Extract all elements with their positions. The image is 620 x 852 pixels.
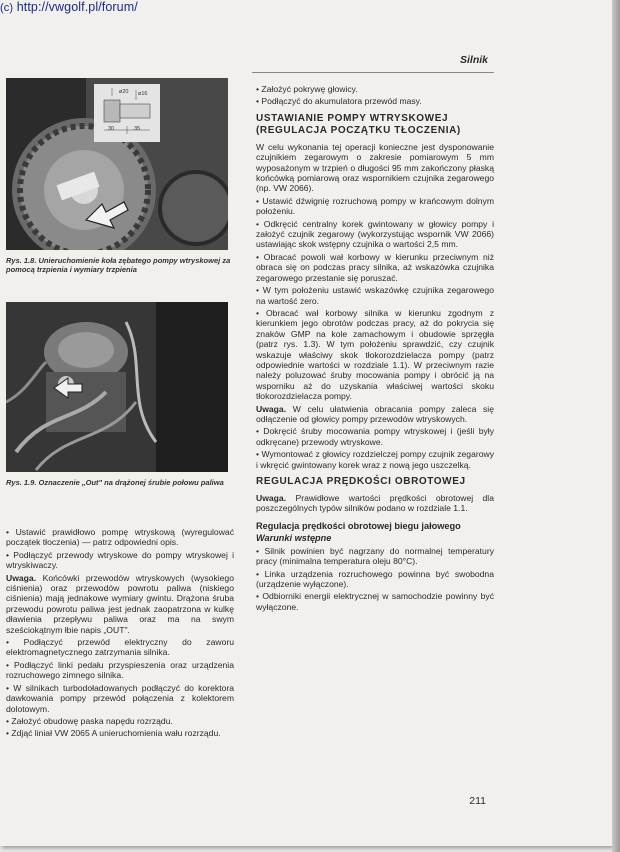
subsection-preconditions: Warunki wstępne <box>256 533 332 544</box>
note-label: Uwaga. <box>256 403 287 414</box>
right-paragraph: • Wymontować z głowicy rozdzielczej pompy czujnik zegarowy i wkręcić gwintowany korek wraz z nową jego uszczelką. <box>256 449 494 470</box>
right-paragraph: • Dokręcić śruby mocowania pompy wtryskowej i (jeśli były odkręcane) przewody wtryskowe. <box>256 426 494 447</box>
note-label: Uwaga. <box>256 492 287 503</box>
dim-label-35: 35 <box>134 126 141 132</box>
figure-gear-pin-photo <box>6 78 228 250</box>
right-paragraph: • Założyć pokrywę głowicy. <box>256 84 358 94</box>
section-heading-pump-timing: USTAWIANIE POMPY WTRYSKOWEJ (REGULACJA POCZĄTKU TŁOCZENIA) <box>256 112 461 137</box>
copyright-mark: (c) <box>0 2 14 14</box>
right-paragraph: W celu wykonania tej operacji konieczne jest dysponowanie czujnikiem zegarowym o zakresie pomiarowym 5 mm wyposażonym w trzpień o długości 95 mm zakończony płaską końcówką pomiarową oraz wspornikiem czujnika zegarowego (np. VW 2066). <box>256 141 494 194</box>
figure-pump-out-photo <box>6 302 228 472</box>
left-paragraph: • Założyć obudowę paska napędu rozrządu. <box>6 715 173 726</box>
figure-1-8-caption: Rys. 1.8. Unieruchomienie koła zębatego pompy wtryskowej za pomocą trzpienia i wymiary trzpienia <box>6 256 231 275</box>
right-paragraph: • Podłączyć do akumulatora przewód masy. <box>256 96 422 107</box>
right-text-column <box>256 84 494 614</box>
running-header-section: Silnik <box>459 54 488 66</box>
note-text: W celu ułatwienia obracania pompy zaleca się odłączenie od głowicy pompy przewodów wtryskowych. <box>256 403 494 424</box>
forum-url[interactable]: http://vwgolf.pl/forum/ <box>16 0 138 14</box>
left-paragraph: • Podłączyć linki pedału przyspieszenia oraz urządzenia rozruchowego zimnego silnika. <box>6 659 234 681</box>
right-paragraph: • Obracać powoli wał korbowy w kierunku przeciwnym niż obraca się on podczas pracy silnika, aż wskazówka czujnika zegarowego przestanie się poruszać. <box>256 251 494 283</box>
right-paragraph: • Obracać wał korbowy silnika w kierunku zgodnym z kierunkiem jego obrotów podczas pracy, aż do pokrycia się znaków GMP na kole zamachowym i obudowie sprzęgła (patrz rys. 1.3). W tym położeniu sprawdzić, czy czujnik wskazuje właściwy skok tłokorozdzielacza pompy (patrz odpowiednie wartości w rozdziale 1.1). W przeciwnym razie należy poluzować śruby mocowania pompy i obrócić ją na wsporniku aż do uzyskania właściwej wartości skoku tłokorozdzielacza pompy. <box>256 307 494 402</box>
note-label: Uwaga. <box>6 572 37 583</box>
left-paragraph: • W silnikach turbodoładowanych podłączyć do korektora dawkowania pompy przewód połączenia z kolektorem dolotowym. <box>6 682 234 714</box>
right-note <box>256 493 494 514</box>
left-text-column <box>6 527 234 741</box>
figure-1-9-caption: Rys. 1.9. Oznaczenie „Out" na drążonej śrubie połowu paliwa <box>6 478 224 487</box>
right-paragraph: • Odbiorniki energii elektrycznej w samochodzie powinny być wyłączone. <box>256 591 494 612</box>
left-paragraph: • Podłączyć przewód elektryczny do zaworu elektromagnetycznego zatrzymania silnika. <box>6 637 234 658</box>
right-paragraph: • Silnik powinien być nagrzany do normalnej temperatury pracy (minimalna temperatura oleju 80°C). <box>256 545 494 567</box>
dim-label-d20: ø20 <box>119 89 129 95</box>
dim-label-d16: ø16 <box>138 91 148 97</box>
subsection-heading-idle-speed: Regulacja prędkości obrotowej biegu jałowego <box>256 521 461 532</box>
note-text: Prawidłowe wartości prędkości obrotowej dla poszczególnych typów silników podano w rozdziale 1.1. <box>256 492 494 513</box>
forum-watermark-url[interactable] <box>0 0 300 18</box>
right-paragraph: • Ustawić dźwignię rozruchową pompy w krańcowym dolnym położeniu. <box>256 195 494 217</box>
section-heading-speed-regulation: REGULACJA PRĘDKOŚCI OBROTOWEJ <box>256 476 466 487</box>
right-paragraph: • Linka urządzenia rozruchowego powinna być swobodna (urządzenie wyłączone). <box>256 568 494 589</box>
right-paragraph: • W tym położeniu ustawić wskazówkę czujnika zegarowego na wartość zero. <box>256 285 494 306</box>
right-note <box>256 404 494 425</box>
left-paragraph: • Zdjąć liniał VW 2065 A unieruchomienia wału rozrządu. <box>6 728 221 739</box>
page-edge-shadow <box>612 0 620 852</box>
header-rule <box>252 72 494 73</box>
left-note <box>6 573 234 635</box>
note-text: Końcówki przewodów wtryskowych (wysokiego ciśnienia) oraz przewodów powrotu paliwa (niskiego ciśnienia) mają jednakowe wymiary gwintu. Drążona śruba przewodu powrotu paliwa jest jednak zaopatrzona w kulkę dławienia przepływu paliwa oraz ma na swym sześciokątnym łbie napis „OUT". <box>6 572 234 635</box>
dim-label-30: 30 <box>108 126 115 132</box>
left-paragraph: • Ustawić prawidłowo pompę wtryskową (wyregulować początek tłoczenia) — patrz odpowiedni opis. <box>6 527 234 548</box>
right-paragraph: • Odkręcić centralny korek gwintowany w głowicy pompy i założyć czujnik zegarowy (wykorzystując wspornik VW 2066) ustawiając skok wstępny czujnika o wartości 2,5 mm. <box>256 218 494 250</box>
left-paragraph: • Podłączyć przewody wtryskowe do pompy wtryskowej i wtryskiwaczy. <box>6 549 234 571</box>
page-number: 211 <box>469 795 486 807</box>
pump-photo-illustration <box>6 302 228 472</box>
gear-photo-illustration <box>6 78 228 250</box>
